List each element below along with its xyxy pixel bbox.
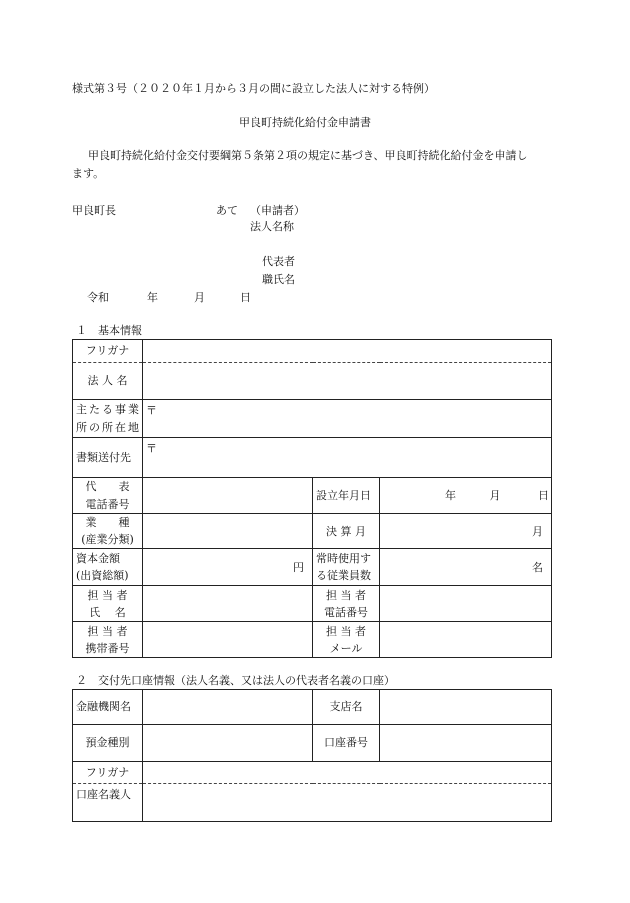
main-office-line1: 主たる事業 xyxy=(76,403,139,417)
contact-mail-line1: 担 当 者 xyxy=(326,624,366,638)
representative-label: 代表者 xyxy=(262,255,295,268)
persons-unit: 名 xyxy=(532,560,544,574)
capital-line1: 資本金額 xyxy=(76,552,120,566)
deposit-type-label: 預金種別 xyxy=(73,725,143,762)
section1-heading: １ 基本情報 xyxy=(76,324,142,337)
intro-line-1: 甲良町持続化給付金交付要綱第５条第２項の規定に基づき、甲良町持続化給付金を申請し xyxy=(88,149,528,162)
est-year: 年 xyxy=(445,488,456,502)
section2-heading: ２ 交付先口座情報（法人名義、又は法人の代表者名義の口座） xyxy=(76,674,395,687)
contact-name-line2: 氏 名 xyxy=(89,605,126,619)
fiscal-month-unit: 月 xyxy=(532,524,544,538)
industry-line1: 業 種 xyxy=(85,516,130,529)
account-number-label: 口座番号 xyxy=(313,725,380,762)
yen-unit: 円 xyxy=(293,560,304,574)
main-office-label xyxy=(73,400,143,438)
date-day: 日 xyxy=(240,291,251,304)
date-year: 年 xyxy=(147,291,158,304)
ate-label: あて xyxy=(216,204,238,217)
bank-name-field[interactable] xyxy=(143,690,313,725)
rep-phone-line1: 代 表 xyxy=(85,480,130,494)
deposit-type-field[interactable] xyxy=(143,725,313,762)
main-office-line2: 所の所在地 xyxy=(76,420,139,434)
date-month: 月 xyxy=(194,291,205,304)
employees-line1: 常時使用す xyxy=(316,552,371,566)
page-title: 甲良町持続化給付金申請書 xyxy=(239,116,371,129)
employees-line2: る従業員数 xyxy=(316,569,371,583)
main-office-field[interactable] xyxy=(143,400,552,438)
contact-name-field[interactable] xyxy=(143,586,313,622)
contact-mail-line2: メール xyxy=(329,641,363,655)
form-number: 様式第３号（２０２０年１月から３月の間に設立した法人に対する特例） xyxy=(72,82,435,95)
contact-name-label xyxy=(73,586,143,622)
representative-name-label: 職氏名 xyxy=(262,273,295,286)
rep-phone-field[interactable] xyxy=(143,478,313,514)
contact-mail-label xyxy=(313,622,380,658)
account-holder-label: 口座名義人 xyxy=(73,784,143,822)
employees-field[interactable] xyxy=(380,549,552,586)
contact-phone-line1: 担 当 者 xyxy=(326,588,366,602)
est-month: 月 xyxy=(489,488,501,502)
furigana-label: フリガナ xyxy=(73,340,143,363)
postal-mark: 〒 xyxy=(146,404,157,417)
capital-field[interactable] xyxy=(143,549,313,586)
intro-line-2: ます。 xyxy=(72,167,105,180)
contact-mail-field[interactable] xyxy=(380,622,552,658)
fiscal-month-label: 決 算 月 xyxy=(313,514,380,549)
furigana-field[interactable] xyxy=(143,340,552,363)
account-holder-field[interactable] xyxy=(143,784,552,822)
corp-name-row-label: 法 人 名 xyxy=(73,363,143,400)
addressee: 甲良町長 xyxy=(72,204,116,217)
rep-phone-line2: 電話番号 xyxy=(85,497,130,511)
employees-label xyxy=(313,549,380,586)
rep-phone-label xyxy=(73,478,143,514)
branch-label: 支店名 xyxy=(313,690,380,725)
bank-account-table xyxy=(72,689,552,822)
corp-name-field[interactable] xyxy=(143,363,552,400)
capital-label xyxy=(73,549,143,586)
contact-phone-field[interactable] xyxy=(380,586,552,622)
contact-name-line1: 担 当 者 xyxy=(87,588,128,602)
applicant-label: （申請者） xyxy=(250,204,305,217)
date-era: 令和 xyxy=(87,291,109,304)
contact-mobile-label xyxy=(73,622,143,658)
industry-line2: (産業分類) xyxy=(81,533,134,547)
account-furigana-label: フリガナ xyxy=(73,762,143,784)
industry-field[interactable] xyxy=(143,514,313,549)
contact-phone-label xyxy=(313,586,380,622)
corp-name-label: 法人名称 xyxy=(250,220,294,233)
account-number-field[interactable] xyxy=(380,725,552,762)
bank-name-label: 金融機関名 xyxy=(73,690,143,725)
est-date-field[interactable] xyxy=(380,478,552,514)
postal-mark: 〒 xyxy=(146,442,157,455)
capital-line2: (出資総額) xyxy=(76,569,129,583)
contact-mobile-line1: 担 当 者 xyxy=(87,624,128,638)
basic-info-table xyxy=(72,339,552,658)
account-furigana-field[interactable] xyxy=(143,762,552,784)
est-date-label: 設立年月日 xyxy=(313,478,380,514)
industry-label xyxy=(73,514,143,549)
contact-mobile-field[interactable] xyxy=(143,622,313,658)
fiscal-month-field[interactable] xyxy=(380,514,552,549)
doc-dest-label: 書類送付先 xyxy=(73,438,143,478)
branch-field[interactable] xyxy=(380,690,552,725)
contact-phone-line2: 電話番号 xyxy=(324,605,368,619)
contact-mobile-line2: 携帯番号 xyxy=(85,641,130,655)
doc-dest-field[interactable] xyxy=(143,438,552,478)
est-day: 日 xyxy=(538,488,549,502)
